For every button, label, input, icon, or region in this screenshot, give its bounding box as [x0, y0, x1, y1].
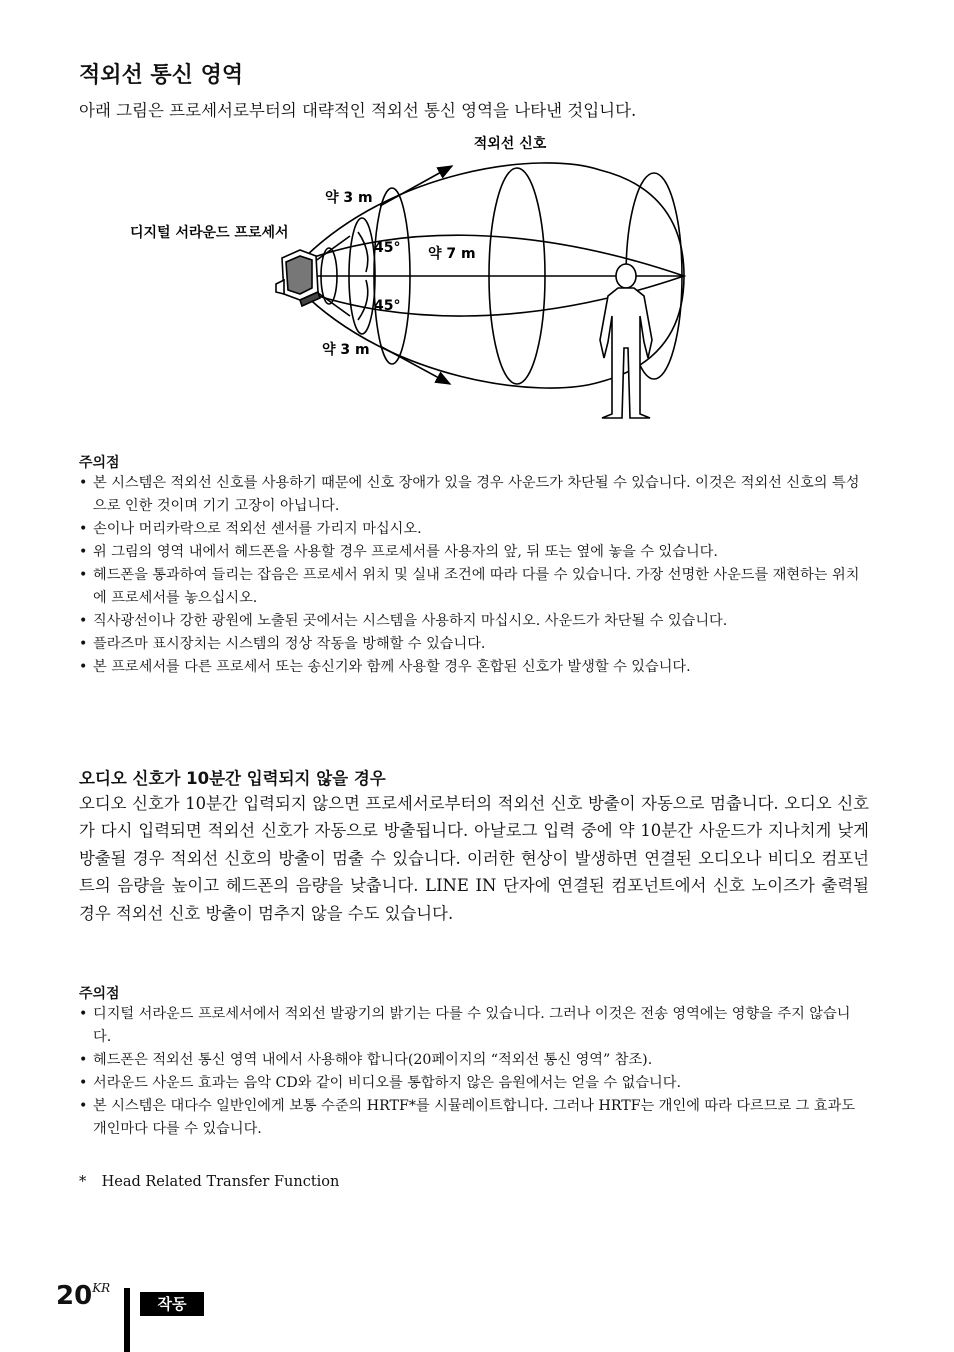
list-item: • 헤드폰은 적외선 통신 영역 내에서 사용해야 합니다(20페이지의 “적외선 통신 영역” 참조).	[79, 1049, 864, 1072]
list-item: • 위 그림의 영역 내에서 헤드폰을 사용할 경우 프로세서를 사용자의 앞, 뒤 또는 옆에 놓을 수 있습니다.	[79, 541, 864, 564]
footnote-text: Head Related Transfer Function	[101, 1174, 340, 1190]
page-title: 적외선 통신 영역	[79, 63, 244, 88]
top-distance-label: 약 3 m	[325, 190, 373, 206]
list-item: • 서라운드 사운드 효과는 음악 CD와 같이 비디오를 통합하지 않은 음원에서는 얻을 수 없습니다.	[79, 1072, 864, 1095]
top-range-arrow	[380, 166, 452, 206]
section2-heading: 오디오 신호가 10분간 입력되지 않을 경우	[79, 769, 386, 788]
signal-label: 적외선 신호	[473, 136, 547, 152]
angle-bottom-label: 45°	[374, 298, 401, 314]
list-item: • 디지털 서라운드 프로세서에서 적외선 발광기의 밝기는 다를 수 있습니다. 그러나 이것은 전송 영역에는 영향을 주지 않습니다.	[79, 1003, 864, 1049]
processor-label: 디지털 서라운드 프로세서	[130, 225, 289, 241]
section2-paragraph: 오디오 신호가 10분간 입력되지 않으면 프로세서로부터의 적외선 신호 방출이 자동으로 멈춥니다. 오디오 신호가 다시 입력되면 적외선 신호가 자동으로 방출됩니다. 아날로그 입력 중에 약 10분간 사운드가 지나치게 낮게 방출될 경우 적외선 신호의 방출이 멈출 수 있습니다. 이러한 현상이 발생하면 연결된 오디오나 비디오 컴포넌트의 음량을 높이고 헤드폰의 음량을 낮춥니다. LINE IN 단자에 연결된 컴포넌트에서 신호 노이즈가 출력될 경우 적외선 신호 방출이 멈추지 않을 수도 있습니다.	[79, 794, 869, 923]
list-item: • 본 프로세서를 다른 프로세서 또는 송신기와 함께 사용할 경우 혼합된 신호가 발생할 수 있습니다.	[79, 656, 864, 679]
section-tab: 작동	[140, 1292, 204, 1316]
list-item: • 손이나 머리카락으로 적외선 센서를 가리지 마십시오.	[79, 518, 864, 541]
bottom-distance-label: 약 3 m	[322, 342, 370, 358]
list-item: • 직사광선이나 강한 광원에 노출된 곳에서는 시스템을 사용하지 마십시오. 사운드가 차단될 수 있습니다.	[79, 610, 864, 633]
list-item: • 플라즈마 표시장치는 시스템의 정상 작동을 방해할 수 있습니다.	[79, 633, 864, 656]
angle-top-label: 45°	[374, 240, 401, 256]
list-item: • 본 시스템은 적외선 신호를 사용하기 때문에 신호 장애가 있을 경우 사운드가 차단될 수 있습니다. 이것은 적외선 신호의 특성으로 인한 것이며 기기 고장이 아닙니다.	[79, 472, 864, 518]
ir-coverage-diagram	[0, 125, 954, 435]
angle-arc-bottom	[358, 280, 368, 320]
list-item: • 본 시스템은 대다수 일반인에게 보통 수준의 HRTF*를 시뮬레이트합니다. 그러나 HRTF는 개인에 따라 다르므로 그 효과도 개인마다 다를 수 있습니다.	[79, 1095, 864, 1141]
notes1-list	[79, 472, 864, 679]
notes2-title: 주의점	[79, 986, 120, 1002]
page-number-suffix: KR	[92, 1281, 111, 1295]
list-item: • 헤드폰을 통과하여 들리는 잡음은 프로세서 위치 및 실내 조건에 따라 다를 수 있습니다. 가장 선명한 사운드를 재현하는 위치에 프로세서를 놓으십시오.	[79, 564, 864, 610]
notes1-title: 주의점	[79, 455, 120, 471]
footnote-mark: *	[79, 1174, 87, 1190]
page-number-value: 20	[56, 1281, 93, 1311]
angle-arc-top	[358, 232, 368, 272]
page-number	[56, 1281, 110, 1311]
footnote	[79, 1174, 339, 1190]
processor-device-icon	[276, 250, 320, 306]
notes2-list	[79, 1003, 864, 1141]
intro-text: 아래 그림은 프로세서로부터의 대략적인 적외선 통신 영역을 나타낸 것입니다.	[79, 101, 637, 120]
bottom-range-arrow	[380, 346, 450, 384]
person-figure-icon	[600, 264, 652, 418]
footer-divider	[124, 1288, 130, 1352]
range-distance-label: 약 7 m	[428, 246, 476, 262]
